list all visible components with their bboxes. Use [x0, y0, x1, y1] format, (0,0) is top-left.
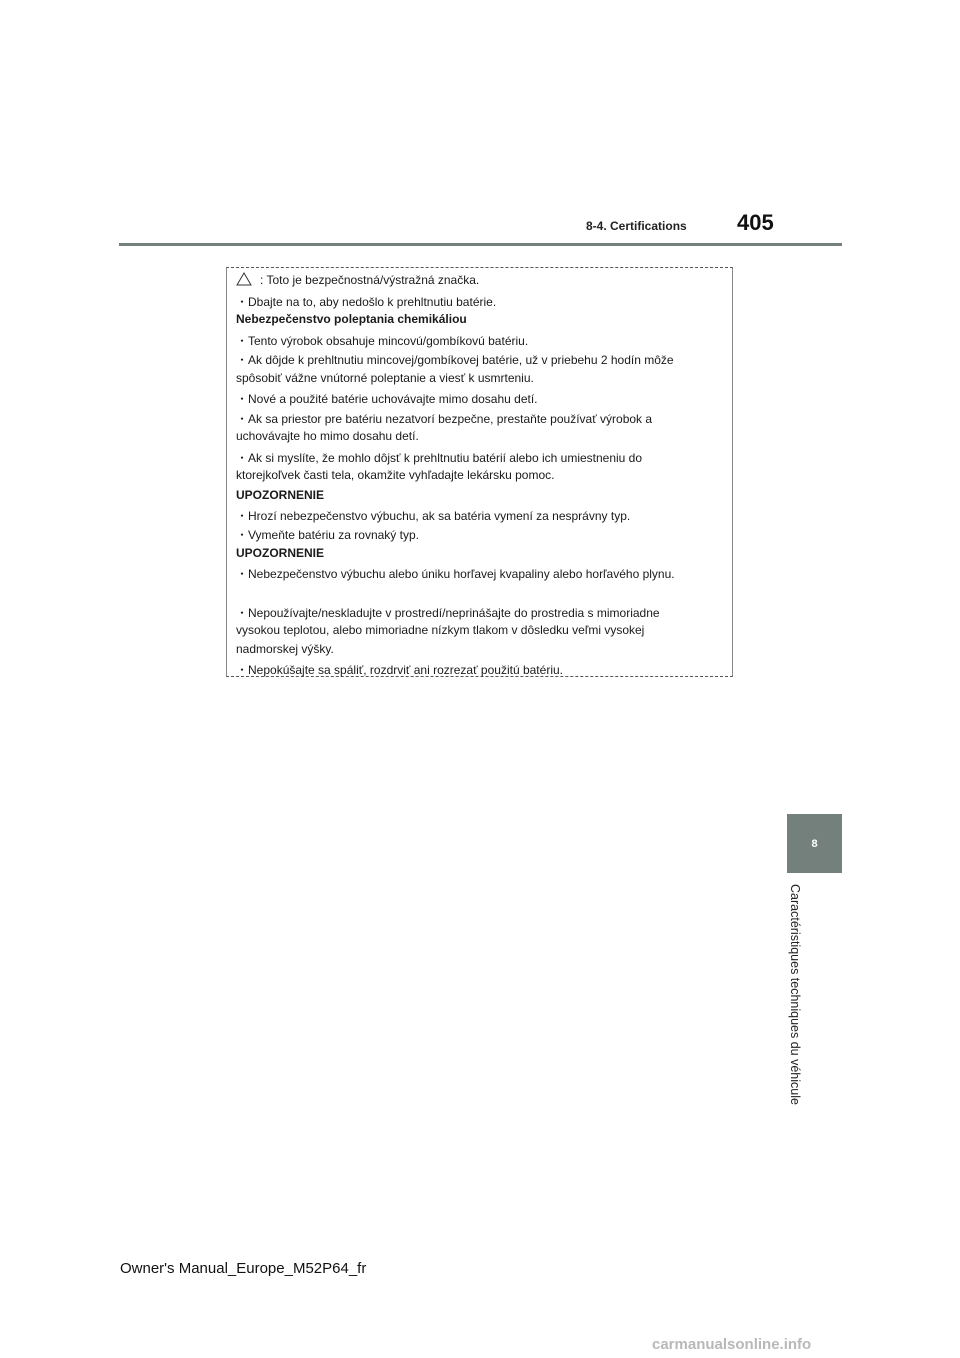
page-number: 405: [737, 210, 774, 235]
warning-box: [226, 267, 733, 677]
warning-line: ・Ak sa priestor pre batériu nezatvorí bezpečne, prestaňte používať výrobok a: [236, 412, 653, 426]
warning-line: UPOZORNENIE: [236, 488, 325, 502]
warning-line: ・Nové a použité batérie uchovávajte mimo dosahu detí.: [236, 392, 538, 406]
warning-line: ・Tento výrobok obsahuje mincovú/gombíkovú batériu.: [236, 334, 529, 348]
warning-line: ・Ak si myslíte, že mohlo dôjsť k prehltnutiu batérií alebo ich umiestneniu do: [236, 451, 643, 465]
section-title: 8-4. Certifications: [586, 219, 687, 233]
warning-line: uchovávajte ho mimo dosahu detí.: [236, 429, 419, 443]
warning-line: ・Vymeňte batériu za rovnaký typ.: [236, 528, 419, 542]
warning-line: ・Ak dôjde k prehltnutiu mincovej/gombíkovej batérie, už v priebehu 2 hodín môže: [236, 353, 674, 367]
warning-line: spôsobiť vážne vnútorné poleptanie a viesť k usmrteniu.: [236, 371, 534, 385]
chapter-tab[interactable]: [787, 814, 842, 873]
warning-line: Nebezpečenstvo poleptania chemikáliou: [236, 312, 467, 326]
warning-line: ・Nepokúšajte sa spáliť, rozdrviť ani rozrezať použitú batériu.: [236, 663, 563, 677]
warning-line: : Toto je bezpečnostná/výstražná značka.: [260, 273, 480, 287]
warning-line: vysokou teplotou, alebo mimoriadne nízkym tlakom v dôsledku veľmi vysokej: [236, 623, 645, 637]
warning-triangle-icon: [236, 272, 252, 286]
warning-line: ktorejkoľvek časti tela, okamžite vyhľadajte lekársku pomoc.: [236, 468, 555, 482]
chapter-number: 8: [811, 838, 818, 850]
watermark: carmanualsonline.info: [652, 1336, 812, 1353]
warning-line: ・Hrozí nebezpečenstvo výbuchu, ak sa batéria vymení za nesprávny typ.: [236, 509, 631, 523]
warning-line: ・Dbajte na to, aby nedošlo k prehltnutiu batérie.: [236, 295, 497, 309]
warning-line: ・Nepoužívajte/neskladujte v prostredí/neprinášajte do prostredia s mimoriadne: [236, 606, 660, 620]
warning-line: ・Nebezpečenstvo výbuchu alebo úniku horľavej kvapaliny alebo horľavého plynu.: [236, 567, 675, 581]
chapter-label: Caractéristiques techniques du véhicule: [788, 884, 802, 1105]
header-rule: [119, 243, 842, 246]
warning-line: UPOZORNENIE: [236, 546, 325, 560]
footer-text: Owner's Manual_Europe_M52P64_fr: [120, 1260, 367, 1277]
warning-line: nadmorskej výšky.: [236, 642, 334, 656]
